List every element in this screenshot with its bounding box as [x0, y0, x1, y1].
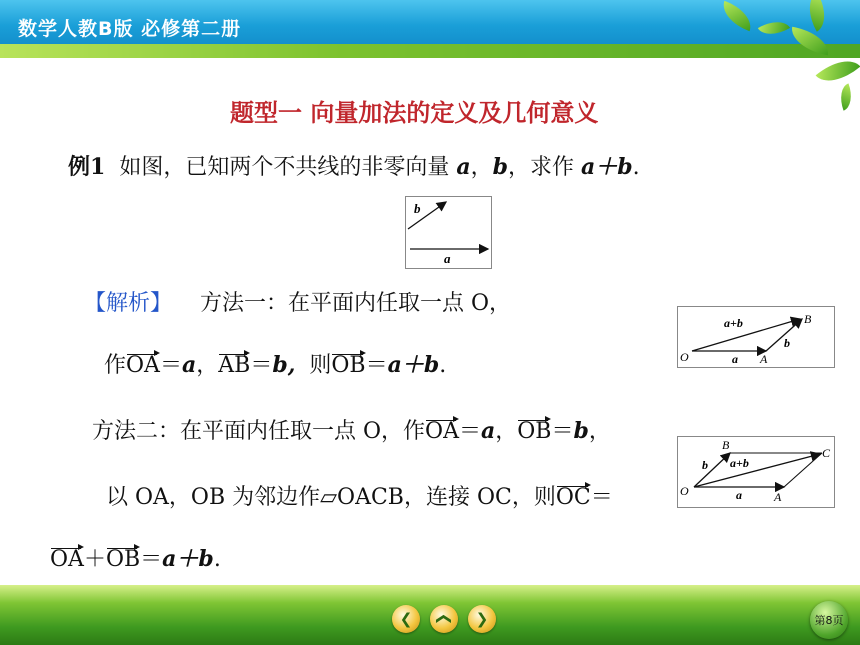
equals: ＝	[365, 353, 388, 378]
vector-sum: a＋b	[387, 352, 440, 378]
label-A: A	[774, 490, 782, 504]
separator: ，	[470, 155, 493, 180]
plus: ＋	[83, 547, 106, 572]
label-A: A	[760, 352, 768, 366]
comma: ，	[196, 353, 219, 378]
equals: ＝	[590, 485, 613, 510]
solution-label: 【解析】	[84, 291, 173, 316]
vector-OA: OA	[50, 547, 84, 572]
vector-OB: OB	[105, 547, 141, 572]
figure-given-vectors	[405, 196, 492, 269]
label-a: a	[444, 251, 451, 266]
vector-sum: a＋b	[580, 154, 633, 180]
header-bar	[0, 0, 860, 56]
vector-a: a	[181, 352, 197, 378]
label-B: B	[722, 438, 730, 452]
vector-OA: OA	[126, 353, 160, 378]
vector-OB: OB	[331, 353, 366, 378]
solution-line-4	[106, 480, 613, 511]
figure-parallelogram-rule	[677, 436, 835, 508]
label-O: O	[680, 350, 689, 364]
method2-text: 方法二：在平面内任取一点 O，作	[92, 419, 426, 444]
label-a: a	[736, 488, 742, 502]
equals: ＝	[140, 547, 163, 572]
equals: ＝	[159, 353, 182, 378]
vector-sum: a＋b	[162, 546, 214, 572]
period: .	[213, 547, 221, 572]
triangle-rule-svg	[678, 307, 834, 367]
solution-line-2	[104, 348, 446, 379]
page-number-badge[interactable]	[810, 601, 848, 639]
example-statement	[68, 150, 640, 181]
given-vectors-svg	[406, 197, 491, 268]
solution-line-1	[84, 286, 511, 317]
equals: ＝	[458, 419, 481, 444]
figure-triangle-rule	[677, 306, 835, 368]
chevron-up-icon: ❮	[434, 612, 453, 626]
leaf-icon	[758, 14, 790, 42]
vector-AB: AB	[218, 353, 251, 378]
comma: ，	[495, 419, 518, 444]
label-C: C	[822, 446, 831, 460]
next-button[interactable]	[468, 605, 496, 633]
text: 作	[104, 353, 127, 378]
chevron-left-icon: ❮	[399, 610, 413, 628]
vector-b: b,	[272, 352, 296, 378]
leaf-icon	[835, 83, 856, 110]
example-label: 例1	[68, 154, 106, 180]
label-b: b	[784, 336, 790, 350]
vector-b: b	[573, 418, 589, 444]
label-a-plus-b: a+b	[724, 316, 743, 330]
solution-line-3	[92, 414, 611, 445]
label-a-plus-b: a+b	[730, 456, 749, 470]
header-title: 数学人教B版 必修第二册	[18, 18, 242, 40]
chevron-right-icon: ❯	[475, 610, 489, 628]
period: .	[632, 155, 640, 180]
text: 以 OA，OB 为邻边作▱OACB，连接 OC，则	[106, 485, 556, 510]
vector-OC: OC	[555, 485, 591, 510]
vector-OC-arrow	[694, 454, 820, 487]
label-b: b	[414, 201, 421, 216]
leaf-icon	[718, 1, 757, 31]
up-button[interactable]	[430, 605, 458, 633]
header-wave	[0, 44, 860, 58]
label-O: O	[680, 484, 689, 498]
label-B: B	[804, 312, 812, 326]
method1-text: 方法一：在平面内任取一点 O，	[200, 291, 512, 316]
vector-OB: OB	[517, 419, 552, 444]
vector-a: a	[456, 154, 471, 180]
period: .	[439, 353, 447, 378]
vector-a: a	[480, 418, 496, 444]
vector-b: b	[492, 154, 508, 180]
text: 则	[295, 353, 332, 378]
parallelogram-rule-svg	[678, 437, 834, 507]
label-b: b	[702, 458, 708, 472]
page-number: 第8页	[814, 614, 844, 627]
comma: ，	[588, 419, 611, 444]
label-a: a	[732, 352, 738, 366]
section-title: 题型一 向量加法的定义及几何意义	[230, 99, 599, 127]
equals: ＝	[551, 419, 574, 444]
vector-OA: OA	[425, 419, 459, 444]
equals: ＝	[250, 353, 273, 378]
prev-button[interactable]	[392, 605, 420, 633]
example-text: 如图，已知两个不共线的非零向量	[119, 155, 457, 180]
solution-line-5	[50, 542, 221, 573]
example-text-mid: ，求作	[507, 155, 581, 180]
leaf-icon	[800, 0, 834, 32]
